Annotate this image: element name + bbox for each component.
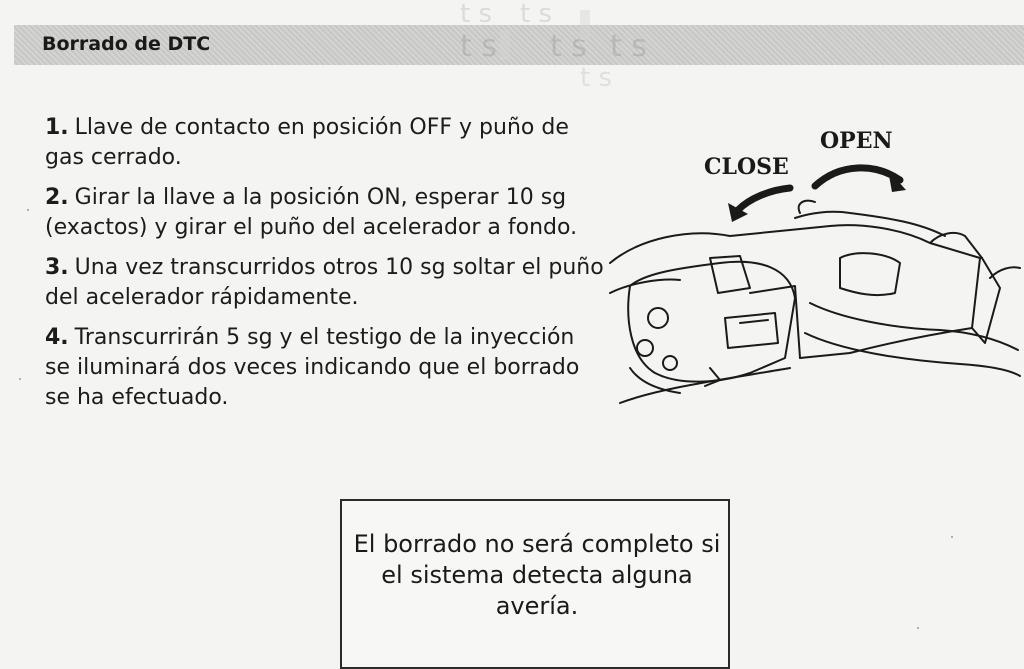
step-number: 2. xyxy=(45,185,69,210)
step-text: Transcurrirán 5 sg y el testigo de la inyección se iluminará dos veces indicando que el borrado se ha efectuado. xyxy=(45,325,580,410)
steps-list xyxy=(45,113,605,423)
open-label: OPEN xyxy=(820,128,893,154)
throttle-grip-illustration-icon xyxy=(600,118,1024,418)
step-item xyxy=(45,183,605,243)
step-text: Llave de contacto en posición OFF y puño de gas cerrado. xyxy=(45,115,569,170)
step-item xyxy=(45,113,605,173)
svg-text:t s: t s xyxy=(460,29,497,64)
close-label: CLOSE xyxy=(704,154,789,180)
paper-speck xyxy=(917,627,919,629)
step-number: 3. xyxy=(45,255,69,280)
note-text: El borrado no será completo si el sistema detecta alguna avería. xyxy=(353,530,721,620)
paper-speck xyxy=(951,536,953,538)
step-number: 1. xyxy=(45,115,69,140)
svg-text:t s: t s xyxy=(520,0,553,29)
section-title: Borrado de DTC xyxy=(42,33,211,55)
paper-speck xyxy=(27,209,29,211)
tsi-logo-watermark-icon xyxy=(440,0,660,104)
step-text: Una vez transcurridos otros 10 sg soltar el puño del acelerador rápidamente. xyxy=(45,255,604,310)
step-text: Girar la llave a la posición ON, esperar 10 sg (exactos) y girar el puño del acelerador a fondo. xyxy=(45,185,578,240)
svg-text:t s: t s xyxy=(580,63,613,93)
svg-text:t s: t s xyxy=(610,29,647,64)
svg-text:t s: t s xyxy=(550,29,587,64)
paper-speck xyxy=(19,378,21,380)
step-item xyxy=(45,323,605,413)
step-number: 4. xyxy=(45,325,69,350)
svg-text:t s: t s xyxy=(460,0,493,29)
step-item xyxy=(45,253,605,313)
